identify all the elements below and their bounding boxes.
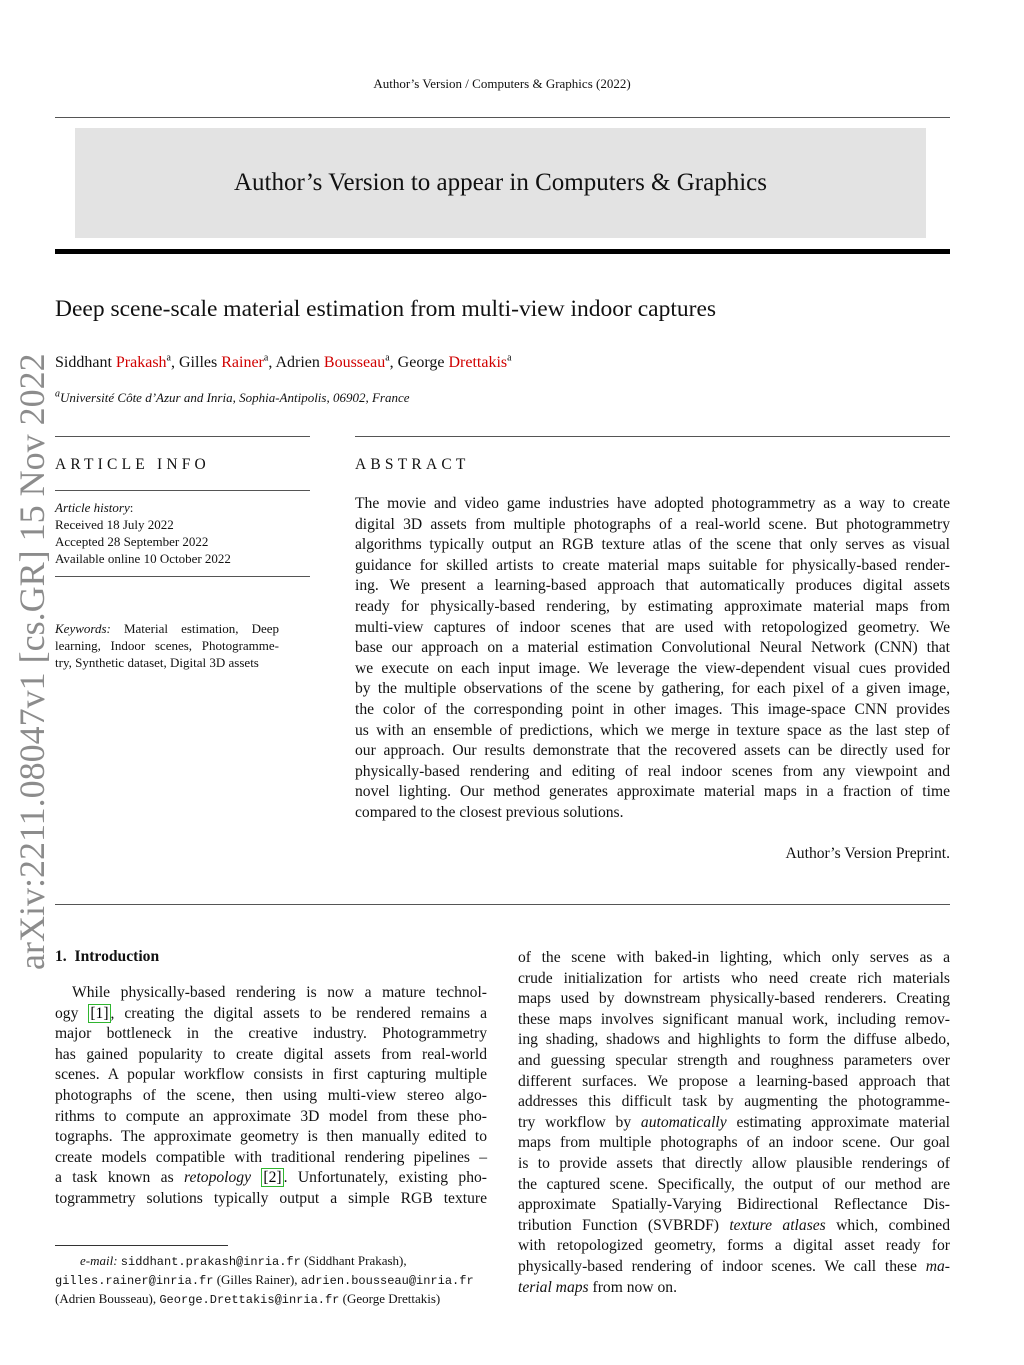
intro-line — [55, 1168, 487, 1189]
author-sup: a — [166, 352, 171, 364]
abstract-line: we execute on each input image. We leverage the view-dependent visual cues provided — [355, 659, 950, 677]
abstract-line: by the multiple observations of the scene by gathering, for each pixel of a given image, — [355, 680, 950, 698]
keywords-label: Keywords: — [55, 621, 111, 636]
text-emph: automatically — [640, 1113, 727, 1131]
affiliation-text: Université Côte d’Azur and Inria, Sophia-Antipolis, 06902, France — [60, 390, 410, 405]
author-sep: , — [268, 354, 276, 371]
intro-line — [55, 1004, 487, 1025]
author-first: Siddhant — [55, 354, 116, 371]
intro-line: these maps involves significant manual work, including remov- — [518, 1010, 950, 1028]
article-history: Article history: Received 18 July 2022 Accepted 28 September 2022 Available online 10 October 2022 — [55, 499, 310, 567]
text-run: from now on. — [588, 1278, 677, 1296]
author-link[interactable]: Prakash — [115, 354, 167, 371]
text-run: ogy — [55, 1004, 89, 1022]
text-emph: ma- — [925, 1257, 950, 1275]
header-thick-rule — [55, 249, 950, 254]
intro-line: has gained popularity to create digital assets from real-world — [55, 1045, 487, 1063]
author-sep: , — [389, 354, 398, 371]
history-label: Article history — [55, 500, 130, 515]
abstract-line: our approach. Our results demonstrate that the recovered assets can be directly used for — [355, 742, 950, 760]
info-top-rule — [55, 436, 310, 437]
abstract-heading: ABSTRACT — [355, 456, 470, 473]
journal-banner — [75, 128, 926, 238]
abstract-line: guidance for skilled artists to create material maps suitable for physically-based render- — [355, 556, 950, 574]
author-sup: a — [507, 352, 512, 364]
author-sep: , — [171, 354, 179, 371]
abstract-line: novel lighting. Our method generates approximate material maps in a fraction of time — [355, 783, 950, 801]
abstract-line: physically-based rendering and editing of real indoor scenes from any viewpoint and — [355, 762, 950, 780]
intro-heading — [55, 948, 159, 966]
intro-line: with retopologized geometry, forms a digital asset ready for — [518, 1237, 950, 1255]
footnote-rule — [55, 1245, 228, 1246]
intro-line: ing shading, shadows and highlights to form the diffuse albedo, — [518, 1031, 950, 1049]
abstract-line: compared to the closest previous solutions. — [355, 803, 624, 821]
text-run: . Unfortunately, existing pho- — [283, 1169, 487, 1187]
intro-line: addresses this difficult task by augmenting the photogramme- — [518, 1093, 950, 1111]
abstract-line: algorithms typically output an RGB texture atlas of the scene that only serves as visual — [355, 536, 950, 554]
history-received: Received 18 July 2022 — [55, 517, 174, 532]
running-head: Author’s Version / Computers & Graphics (2022) — [373, 76, 631, 91]
intro-line: and guessing specular strength and roughness parameters over — [518, 1051, 950, 1069]
author-link[interactable]: Bousseau — [323, 354, 386, 371]
intro-line: togrammetry solutions typically output a simple RGB texture — [55, 1189, 487, 1207]
affiliation — [55, 390, 410, 406]
text-run: , creating the digital assets to be rendered remains a — [110, 1004, 487, 1022]
abstract-line: The movie and video game industries have adopted photogrammetry as a way to create — [355, 495, 950, 512]
citation-link[interactable]: [1] — [90, 1004, 109, 1022]
keywords-line: try, Synthetic dataset, Digital 3D assets — [55, 655, 259, 670]
author-first: Gilles — [179, 354, 222, 371]
keywords-line: learning, Indoor scenes, Photogramme- — [55, 638, 279, 653]
info-mid-rule — [55, 490, 310, 491]
intro-line: create models compatible with traditional rendering pipelines – — [55, 1148, 487, 1166]
footnote-name: (Gilles Rainer), — [213, 1272, 301, 1287]
intro-line: photographs of the scene, then using multi-view stereo algo- — [55, 1086, 487, 1104]
intro-right-column — [518, 948, 950, 1298]
abstract-top-rule — [355, 436, 950, 437]
author-sup: a — [263, 352, 269, 364]
citation-link[interactable]: [2] — [263, 1169, 282, 1187]
intro-line: rithms to compute an approximate 3D model from these pho- — [55, 1107, 487, 1125]
intro-line: crude initialization for artists who need create rich materials — [518, 969, 950, 987]
intro-line — [518, 1113, 950, 1134]
footnote-name: (Siddhant Prakash), — [300, 1253, 407, 1268]
text-emph: terial maps — [518, 1278, 589, 1296]
footnote-name: (Adrien Bousseau), — [55, 1291, 160, 1306]
intro-line: major bottleneck in the creative industry. Photogrammetry — [55, 1025, 487, 1043]
text-run: physically-based rendering of indoor scenes. We call these — [518, 1257, 926, 1275]
author-link[interactable]: Rainer — [221, 354, 264, 371]
article-info-heading: ARTICLE INFO — [55, 456, 210, 473]
intro-line: of the scene with baked-in lighting, which only serves as a — [518, 949, 950, 966]
abstract-body — [355, 494, 950, 824]
intro-line: scenes. A popular workflow consists in first capturing multiple — [55, 1066, 487, 1084]
affiliation-sup: a — [55, 388, 60, 400]
intro-line: maps used by downstream physically-based renderers. Creating — [518, 990, 950, 1008]
intro-line: is to provide assets that directly allow plausible renderings of — [518, 1154, 950, 1172]
author-first: Adrien — [275, 354, 324, 371]
text-run: tribution Function (SVBRDF) — [518, 1216, 730, 1234]
keywords-line: Material estimation, Deep — [123, 621, 280, 636]
author-link[interactable]: Drettakis — [448, 354, 508, 371]
abstract-line: ing. We present a learning-based approach that automatically produces digital assets — [355, 577, 950, 595]
intro-line: approximate Spatially-Varying Bidirectional Reflectance Dis- — [518, 1196, 950, 1214]
info-bottom-rule — [55, 576, 310, 577]
abstract-line: the color of the corresponding point in other images. This image-space CNN provides — [355, 700, 950, 718]
email-link[interactable]: George.Drettakis@inria.fr — [159, 1293, 340, 1307]
abstract-line: base our approach on a material estimation Convolutional Neural Network (CNN) that — [355, 639, 950, 657]
text-run: a task known as — [55, 1169, 185, 1187]
intro-line — [518, 1257, 950, 1278]
abstract-line: us with an ensemble of predictions, which we merge in texture space as the last step of — [355, 721, 950, 739]
text-emph: texture atlases — [729, 1216, 826, 1234]
footnote — [55, 1252, 495, 1309]
intro-line — [518, 1278, 950, 1299]
footnote-label: e-mail: — [80, 1253, 118, 1268]
intro-left-column — [55, 983, 487, 1210]
intro-line: maps from multiple photographs of an indoor scene. Our goal — [518, 1134, 950, 1152]
footnote-name: (George Drettakis) — [339, 1291, 441, 1306]
intro-heading-num: 1. — [55, 948, 67, 965]
text-emph: retopology — [184, 1169, 252, 1187]
header-rule — [55, 117, 950, 118]
abstract-line: multi-view captures of indoor scenes that are used with retopologized geometry. We — [355, 618, 950, 636]
keywords — [55, 620, 279, 671]
intro-line: While physically-based rendering is now a mature technol- — [72, 984, 487, 1001]
email-link[interactable]: siddhant.prakash@inria.fr — [120, 1255, 301, 1269]
intro-line: different surfaces. We propose a learning-based approach that — [518, 1072, 950, 1090]
history-online: Available online 10 October 2022 — [55, 551, 231, 566]
intro-line — [518, 1216, 950, 1237]
intro-heading-text: Introduction — [74, 948, 160, 965]
abstract-line: ready for physically-based rendering, by estimating approximate material maps from — [355, 597, 950, 615]
author-first: George — [397, 354, 449, 371]
intro-line: the captured scene. Specifically, the output of our method are — [518, 1175, 950, 1193]
arxiv-stamp: arXiv:2211.08047v1 [cs.GR] 15 Nov 2022 — [12, 353, 52, 970]
preprint-note: Author’s Version Preprint. — [785, 845, 950, 862]
text-run: which, combined — [825, 1216, 950, 1234]
email-link[interactable]: adrien.bousseau@inria.fr — [300, 1274, 474, 1288]
text-run: try workflow by — [518, 1113, 641, 1131]
text-run: estimating approximate material — [726, 1113, 951, 1131]
history-accepted: Accepted 28 September 2022 — [55, 534, 209, 549]
intro-line: tographs. The approximate geometry is then manually edited to — [55, 1128, 487, 1146]
paper-title: Deep scene-scale material estimation from multi-view indoor captures — [55, 296, 717, 322]
banner-text: Author’s Version to appear in Computers & Graphics — [233, 169, 768, 196]
author-sup: a — [385, 352, 390, 364]
email-link[interactable]: gilles.rainer@inria.fr — [55, 1274, 214, 1288]
abstract-line: digital 3D assets from multiple photographs of a real-world scene. But photogrammetry — [355, 515, 950, 533]
abstract-bottom-rule — [55, 904, 950, 905]
author-list — [55, 354, 512, 372]
